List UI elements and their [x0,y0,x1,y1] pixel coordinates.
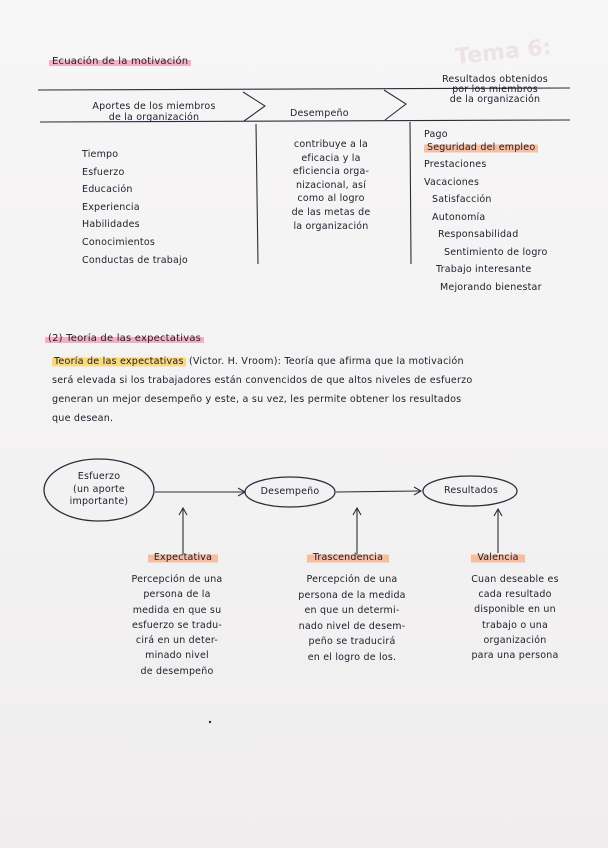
trascendencia-description: Percepción de una persona de la medida en que un determi- nado nivel de desem- peño se traducirá en el logro de los. [298,574,406,663]
list-item: Esfuerzo [82,166,125,178]
list-item: Conocimientos [82,236,155,248]
node-esfuerzo: Esfuerzo (un aporte importante) [69,471,129,507]
node-resultados: Resultados [444,485,498,496]
list-resultados [424,126,547,296]
chevron-right-icon [243,92,265,121]
bleed-through-text: Tema 6: [453,35,553,70]
highlighted-term: Teoría de las expectativas [54,356,184,367]
header-resultados: Resultados obtenidos por los miembros de la organización [442,74,548,105]
node-desempeno: Desempeño [260,486,320,497]
theory-paragraph: Teoría de las expectativas (Victor. H. Vroom): Teoría que afirma que la motivación será elevada si los trabajadores están convencidos de que altos niveles de esfuerzo generan un mejor desempeño y este, a su vez, les permite obtener los resultados que desean. [52,356,473,424]
list-item: Tiempo [82,149,119,160]
list-item: Responsabilidad [438,229,519,240]
list-item: Prestaciones [424,159,487,170]
desempeno-description: contribuye a la eficacia y la eficiencia orga- nizacional, así como al logro de las metas de la organización [291,139,371,232]
label-valencia: Valencia [462,553,534,563]
label-expectativa: Expectativa [140,553,226,563]
list-item: Experiencia [82,201,140,213]
list-item: Habilidades [82,219,140,231]
section-title: (2) Teoría de las expectativas [45,334,204,344]
list-item: Satisfacción [432,194,492,205]
list-item: Pago [424,129,448,140]
header-desempeno: Desempeño [290,108,349,119]
list-item: Trabajo interesante [436,264,532,275]
expectativa-description: Percepción de una persona de la medida en que su esfuerzo se tradu- cirá en un deter- minado nivel de desempeño [131,574,223,677]
list-item: Autonomía [432,211,486,223]
header-aportes: Aportes de los miembros de la organización [92,101,216,123]
label-trascendencia: Trascendencia [298,553,398,563]
list-item: Vacaciones [424,176,480,188]
list-item: Seguridad del empleo [424,139,547,157]
list-item: Educación [82,184,133,196]
list-item: Sentimiento de logro [444,246,548,258]
valencia-description: Cuan deseable es cada resultado disponible en un trabajo o una organización para una persona [471,574,559,662]
list-item: Mejorando bienestar [440,281,542,293]
list-item: Conductas de trabajo [82,254,188,266]
section-title: Ecuación de la motivación [49,57,191,67]
chevron-right-icon [384,90,406,120]
list-aportes [82,146,188,269]
